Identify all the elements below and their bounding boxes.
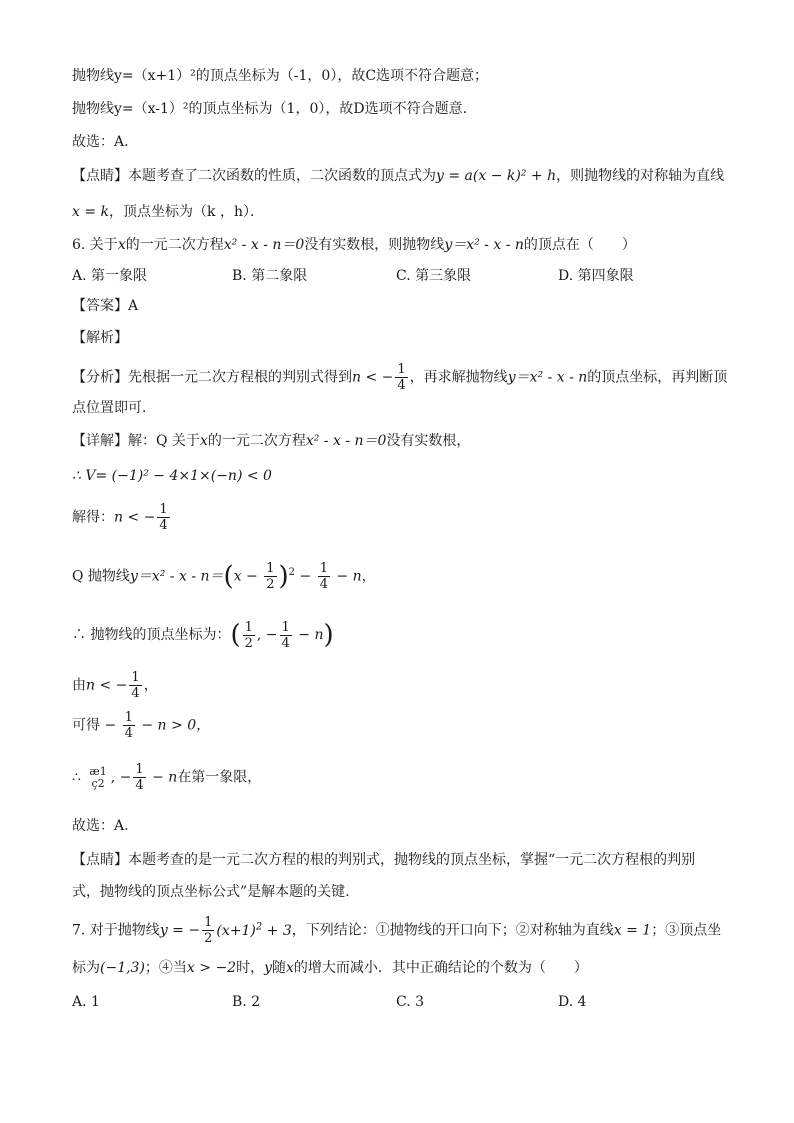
formula: x = k [72, 204, 110, 220]
var: x [286, 960, 294, 976]
symbol: − [100, 717, 121, 734]
numerator: 1 [319, 561, 328, 577]
text: 可得 [72, 717, 100, 734]
text: 由 [72, 677, 86, 694]
numerator: 1 [204, 915, 213, 931]
text: 时， [236, 960, 265, 976]
option-d: D. 4 [558, 994, 587, 1010]
var: y [264, 960, 273, 976]
text: Q 抛物线 [72, 568, 130, 585]
formula: y = a(x − k)² + h [436, 168, 557, 184]
var: x [199, 433, 208, 449]
vertex-line [72, 618, 334, 652]
denominator: 4 [124, 726, 133, 741]
numerator: 1 [131, 670, 140, 685]
symbol: − [295, 568, 316, 585]
var: n [352, 568, 362, 585]
text: ，顶点坐标为（k ，h）． [109, 204, 264, 220]
denominator: 4 [397, 378, 406, 393]
denominator: 2 [204, 931, 213, 947]
xiangjie-line [72, 431, 470, 451]
option-c: C. 第三象限 [396, 268, 472, 284]
paren-open: ( [230, 620, 241, 650]
text: 的一元二次方程 [207, 433, 306, 449]
text: ；④当 [144, 960, 187, 976]
kede-line [72, 710, 210, 741]
numerator: 1 [135, 762, 144, 777]
formula: x² - x - n＝0 [305, 433, 387, 449]
symbol: ， [143, 677, 158, 694]
symbol: − [293, 627, 315, 643]
dianjing-tag: 【点睛】 [72, 168, 128, 184]
var: n [352, 369, 362, 386]
denominator: 2 [244, 635, 253, 651]
symbol: < − [123, 509, 156, 526]
fraction [157, 502, 169, 533]
text: 6. 关于 [72, 237, 118, 253]
formula: x = 1 [613, 922, 652, 939]
numerator: 1 [159, 502, 168, 517]
text: 随 [272, 960, 287, 976]
garbled-bottom: ç2 [91, 776, 105, 790]
garbled-fraction [87, 766, 108, 790]
text: 没有实数根， [386, 433, 471, 449]
text: 解：Q 关于 [128, 433, 200, 449]
text: ；③顶点坐 [651, 922, 722, 939]
fraction [202, 915, 214, 946]
option-b: B. 2 [232, 994, 261, 1010]
option-c: C. 3 [396, 994, 425, 1010]
symbol: − [147, 769, 169, 786]
text: 的顶点在（ ） [523, 237, 636, 253]
you-line [72, 670, 158, 701]
fraction [264, 561, 276, 592]
exponent: 2 [288, 567, 296, 578]
text: 7. 对于抛物线 [72, 922, 160, 939]
var: n [314, 627, 324, 643]
text-line: 抛物线y=（x+1）²的顶点坐标为（-1，0），故C选项不符合题意； [72, 68, 489, 84]
text-line: 故选：A. [72, 818, 129, 834]
question-6-stem [72, 235, 636, 255]
answer-value: A [128, 298, 139, 314]
answer-line [72, 296, 138, 316]
symbol: < − [95, 677, 128, 694]
numerator: 1 [266, 561, 275, 577]
fraction [243, 620, 255, 651]
symbol: ， [361, 568, 376, 585]
formula: x² - x - n＝0 [223, 237, 305, 253]
formula: x > −2 [186, 960, 237, 976]
jiede-line [72, 502, 172, 533]
var: n [168, 769, 178, 786]
formula: (−1,3) [100, 960, 145, 976]
text-line: 故选：A． [72, 134, 139, 150]
text: ∴ 抛物线的顶点坐标为： [72, 627, 231, 643]
formula: y＝x² - x - n＝ [129, 568, 224, 585]
numerator: 1 [281, 619, 290, 635]
analysis-tag: 【解析】 [72, 330, 128, 346]
text-line: 抛物线y=（x-1）²的顶点坐标为（1，0），故D选项不符合题意． [72, 101, 477, 117]
dianjing-line [72, 202, 264, 222]
fraction [123, 710, 135, 741]
xiangjie-tag: 【详解】 [72, 433, 128, 449]
denominator: 2 [266, 577, 275, 593]
text: 的顶点坐标，再判断顶 [587, 369, 728, 386]
denominator: 4 [159, 518, 168, 533]
text: 本题考查了二次函数的性质，二次函数的顶点式为 [128, 168, 436, 184]
symbol: − [331, 568, 353, 585]
text: ，再求解抛物线 [409, 369, 508, 386]
vertex-form-line [72, 556, 376, 594]
fenxi-line: 点位置即可. [72, 400, 147, 416]
dianjing-line [72, 166, 724, 186]
fraction [133, 762, 145, 793]
text: 标为 [72, 960, 100, 976]
fraction [318, 561, 330, 592]
formula: − n > 0， [136, 717, 211, 734]
symbol: , − [110, 769, 132, 786]
var: x [117, 237, 126, 253]
delta-line: ∴ V= (−1)² − 4×1×(−n) < 0 [72, 468, 272, 484]
text: ∴ [72, 769, 81, 786]
var: n [114, 509, 124, 526]
question-7-stem [72, 958, 588, 978]
numerator: 1 [244, 619, 253, 635]
text: ，则抛物线的对称轴为直线 [556, 168, 725, 184]
paren-close: ) [323, 620, 334, 650]
text: 解得： [72, 509, 114, 526]
paren-open: ( [223, 561, 234, 592]
dianjing-line: 式，抛物线的顶点坐标公式”是解本题的关键. [72, 884, 350, 900]
fraction [280, 620, 292, 651]
formula: y＝x² - x - n [444, 237, 524, 253]
garbled-top: æ1 [89, 764, 107, 778]
fraction [395, 362, 407, 393]
paren-close: ) [278, 561, 289, 592]
dianjing-line [72, 850, 695, 870]
text: 本题考查的是一元二次方程的根的判别式，抛物线的顶点坐标，掌握“一元二次方程根的判别 [128, 852, 696, 868]
numerator: 1 [124, 710, 133, 725]
denominator: 4 [131, 686, 140, 701]
text: 先根据一元二次方程根的判别式得到 [128, 369, 352, 386]
text: 在第一象限， [177, 769, 262, 786]
question-7-stem: 7. 对于抛物线y = − $\frac{1}{2}$ $(x+1)^2 + 3$，下列结论：①抛物线的开口向下；②对称轴为直线x = 1；③顶点坐 [72, 915, 722, 947]
symbol: − [241, 568, 263, 585]
var: x [233, 568, 242, 585]
text: 没有实数根，则抛物线 [304, 237, 445, 253]
formula: y＝x² - x - n [507, 369, 588, 386]
var: n [86, 677, 96, 694]
denominator: 4 [135, 778, 144, 793]
option-a: A. 第一象限 [72, 268, 148, 284]
denominator: 4 [319, 577, 328, 593]
dianjing-tag: 【点睛】 [72, 852, 128, 868]
answer-tag: 【答案】 [72, 298, 128, 314]
text: 的增大而减小．其中正确结论的个数为（ ） [293, 960, 588, 976]
formula: $(x+1)^2 + 3$ [216, 921, 292, 939]
option-a: A. 1 [72, 994, 100, 1010]
fraction [129, 670, 141, 701]
fenxi-line [72, 362, 727, 393]
text: ，下列结论：①抛物线的开口向下；②对称轴为直线 [291, 922, 614, 939]
denominator: 4 [281, 635, 290, 651]
symbol: , − [256, 627, 278, 643]
option-b: B. 第二象限 [232, 268, 308, 284]
garbled-line [72, 762, 261, 793]
numerator: 1 [397, 362, 406, 377]
var: y [159, 922, 168, 939]
fenxi-tag: 【分析】 [72, 369, 128, 386]
symbol: < − [361, 369, 394, 386]
text: 的一元二次方程 [125, 237, 224, 253]
option-d: D. 第四象限 [558, 268, 634, 284]
